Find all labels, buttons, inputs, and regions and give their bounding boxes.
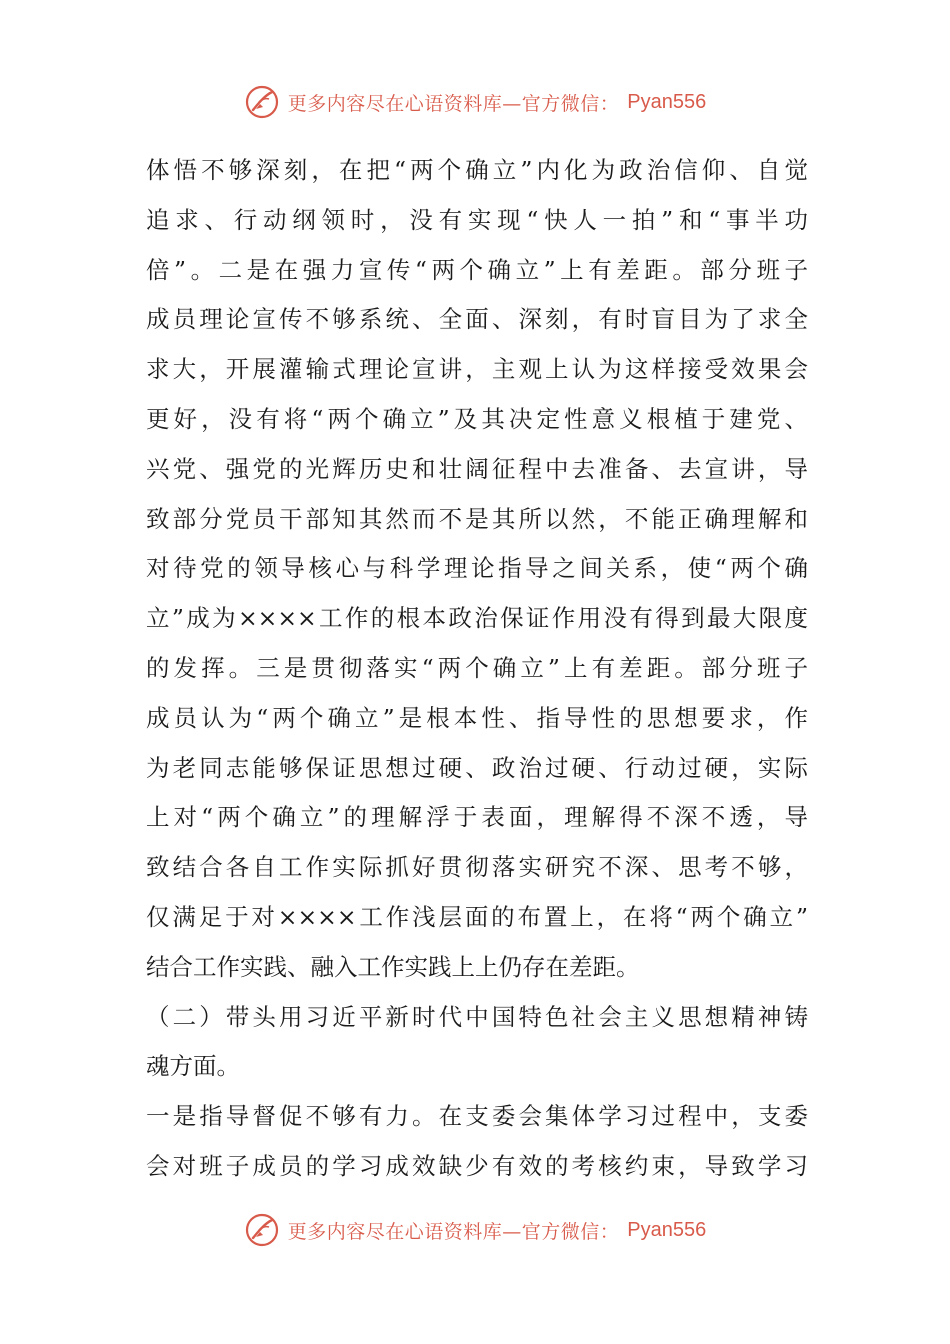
document-body <box>146 146 808 1192</box>
body-line: 为老同志能够保证思想过硬、政治过硬、行动过硬，实际 <box>146 753 808 782</box>
body-line: 的发挥。三是贯彻落实“两个确立”上有差距。部分班子 <box>146 653 808 682</box>
body-line: 成员认为“两个确立”是根本性、指导性的思想要求，作 <box>146 703 808 732</box>
body-line: 体悟不够深刻，在把“两个确立”内化为政治信仰、自觉 <box>146 156 808 184</box>
pen-logo-icon <box>244 84 280 120</box>
body-line: 更好，没有将“两个确立”及其决定性意义根植于建党、 <box>146 404 808 433</box>
body-line: 会对班子成员的学习成效缺少有效的考核约束，导致学习 <box>146 1151 808 1180</box>
body-line: 一是指导督促不够有力。在支委会集体学习过程中，支委 <box>146 1102 808 1131</box>
body-line: 成员理论宣传不够系统、全面、深刻，有时盲目为了求全 <box>146 305 808 334</box>
body-line: 立”成为××××工作的根本政治保证作用没有得到最大限度 <box>146 604 808 633</box>
body-line: 倍”。二是在强力宣传“两个确立”上有差距。部分班子 <box>146 255 808 284</box>
body-line: 兴党、强党的光辉历史和壮阔征程中去准备、去宣讲，导 <box>146 454 808 483</box>
body-line: 对待党的领导核心与科学理论指导之间关系，使“两个确 <box>146 554 808 583</box>
pen-logo-icon <box>244 1212 280 1248</box>
section-heading: （二）带头用习近平新时代中国特色社会主义思想精神铸 <box>146 1002 808 1031</box>
header-watermark <box>0 82 950 122</box>
footer-watermark <box>0 1210 950 1250</box>
watermark-text: 更多内容尽在心语资料库—官方微信： <box>287 92 620 115</box>
body-line: 致部分党员干部知其然而不是其所以然，不能正确理解和 <box>146 504 808 533</box>
body-line: 求大，开展灌输式理论宣讲，主观上认为这样接受效果会 <box>146 355 808 384</box>
watermark-wechat-id: Pyan556 <box>627 90 707 113</box>
watermark-text: 更多内容尽在心语资料库—官方微信： <box>287 1220 620 1243</box>
body-line: 追求、行动纲领时，没有实现“快人一拍”和“事半功 <box>146 205 808 234</box>
watermark-wechat-id: Pyan556 <box>627 1218 707 1241</box>
section-heading: 魂方面。 <box>146 1052 240 1081</box>
body-line: 仅满足于对××××工作浅层面的布置上，在将“两个确立” <box>146 902 808 931</box>
body-line: 上对“两个确立”的理解浮于表面，理解得不深不透，导 <box>146 803 808 832</box>
body-line: 结合工作实践、融入工作实践上上仍存在差距。 <box>146 952 640 981</box>
body-line: 致结合各自工作实际抓好贯彻落实研究不深、思考不够， <box>146 853 808 882</box>
